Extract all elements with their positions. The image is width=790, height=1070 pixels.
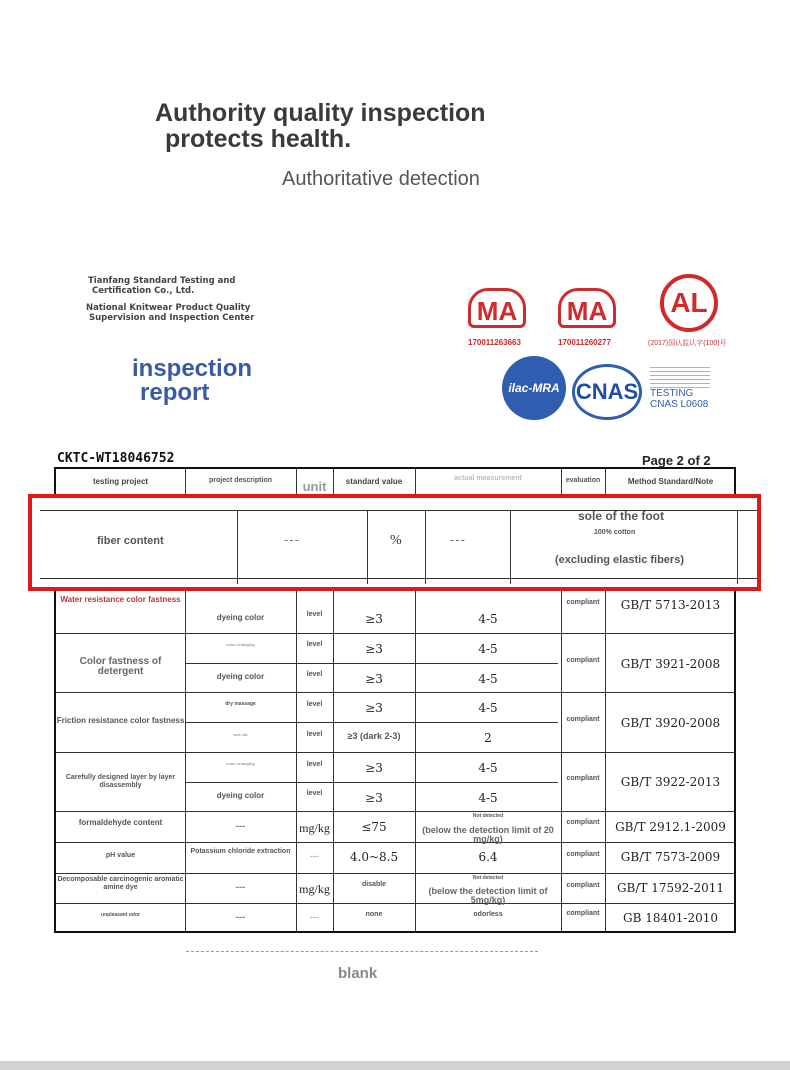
row-formaldehyde-desc: --- (235, 821, 246, 832)
ma-code-2: 170011260277 (558, 338, 611, 347)
ma-code-1: 170011263663 (468, 338, 521, 347)
row-detergent-eval: compliant (566, 657, 600, 664)
org-tianfang (88, 276, 236, 296)
row-water-unit: level (306, 611, 323, 618)
row-water-desc: dyeing color (216, 613, 265, 622)
row-formaldehyde-std: ≤75 (361, 820, 387, 834)
report-title (132, 357, 252, 405)
row-layer-method: GB/T 3922-2013 (620, 775, 721, 789)
row-friction-desc1: dry massage (225, 701, 256, 707)
row-ph-item: pH value (105, 852, 136, 859)
fiber-content-label: fiber content (97, 535, 164, 547)
row-layer-unit1: level (306, 761, 323, 768)
row-odor-unit: --- (310, 912, 319, 922)
row-friction-desc2: wet rub (233, 732, 248, 737)
row-friction-item: Friction resistance color fastness (56, 716, 185, 725)
header-actual: actual measurement (454, 475, 522, 482)
ma-logo-2 (558, 288, 620, 334)
row-ph-method: GB/T 7573-2009 (620, 850, 721, 864)
row-odor-val: odorless (473, 911, 503, 918)
row-detergent-desc2: dyeing color (216, 672, 265, 681)
report-id: CKTC-WT18046752 (57, 451, 175, 466)
row-ph-desc: Potassium chloride extraction (190, 848, 291, 855)
row-formaldehyde-eval: compliant (566, 819, 600, 826)
row-layer-eval: compliant (566, 775, 600, 782)
bottom-bar (0, 1061, 790, 1070)
row-amine-eval: compliant (566, 882, 600, 889)
al-logo-icon: AL (660, 274, 718, 332)
fiber-content-standard: --- (450, 532, 466, 547)
row-layer-std1: ≥3 (365, 761, 383, 775)
blank-label: blank (338, 965, 378, 982)
row-friction-unit1: level (306, 701, 323, 708)
row-amine-unit: mg/kg (299, 882, 330, 896)
org2-line2: Supervision and Inspection Center (89, 313, 255, 323)
row-detergent-unit2: level (306, 671, 323, 678)
headline (155, 100, 486, 152)
row-layer-desc2: dyeing color (216, 791, 265, 800)
row-friction-std2: ≥3 (dark 2-3) (347, 731, 401, 741)
cnas-caption-code: CNAS L0608 (650, 399, 709, 410)
row-layer-val2: 4-5 (478, 791, 498, 805)
row-detergent-std1: ≥3 (365, 642, 383, 656)
subheadline: Authoritative detection (282, 168, 480, 190)
ma-logo-1 (468, 288, 530, 334)
row-layer-std2: ≥3 (365, 791, 383, 805)
fiber-content-result-line3: (excluding elastic fibers) (555, 554, 684, 566)
row-friction-std1: ≥3 (365, 701, 383, 715)
row-ph-std: 4.0~8.5 (349, 850, 399, 864)
row-detergent-std2: ≥3 (365, 672, 383, 686)
row-layer-unit2: level (306, 790, 323, 797)
header-description: project description (208, 477, 272, 484)
header-standard: standard value (345, 477, 403, 486)
row-friction-val2: 2 (484, 731, 492, 745)
row-water-method: GB/T 5713-2013 (620, 598, 721, 612)
org1-line1: Tianfang Standard Testing and (88, 276, 236, 286)
row-water-val: 4-5 (478, 612, 498, 626)
row-amine-std: disable (361, 881, 387, 888)
cnas-caption (650, 364, 710, 410)
org1-line2: Certification Co., Ltd. (92, 286, 195, 296)
ma-mark-icon: MA (468, 288, 526, 328)
row-friction-eval: compliant (566, 716, 600, 723)
highlight-fiber-content-row (28, 494, 761, 591)
row-ph-eval: compliant (566, 851, 600, 858)
fiber-content-result-line2: 100% cotton (594, 529, 636, 536)
row-odor-desc: --- (235, 912, 246, 923)
row-formaldehyde-method: GB/T 2912.1-2009 (615, 820, 726, 834)
row-friction-unit2: level (306, 731, 323, 738)
row-ph-val: 6.4 (478, 850, 498, 864)
row-layer-desc1: color changing (226, 761, 255, 766)
row-detergent-val1: 4-5 (478, 642, 498, 656)
row-detergent-unit1: level (306, 641, 323, 648)
row-detergent-val2: 4-5 (478, 672, 498, 686)
report-title-line2: report (140, 379, 210, 406)
row-detergent-desc1: color changing (226, 642, 255, 647)
fiber-content-result-line1: sole of the foot (578, 509, 664, 523)
header-evaluation: evaluation (565, 477, 601, 484)
headline-line1: Authority quality inspection (155, 99, 486, 127)
row-formaldehyde-val-head: Not detected (472, 813, 504, 819)
row-layer-val1: 4-5 (478, 761, 498, 775)
fiber-content-unit: % (390, 533, 402, 548)
row-amine-desc: --- (235, 882, 246, 893)
ilac-mra-logo-icon: ilac-MRA (502, 356, 566, 420)
header-unit: unit (302, 479, 327, 494)
row-odor-eval: compliant (566, 910, 600, 917)
row-water-eval: compliant (566, 599, 600, 606)
row-amine-item: Decomposable carcinogenic aromatic amine dye (57, 876, 184, 891)
ma-mark-icon: MA (558, 288, 616, 328)
row-water-std: ≥3 (365, 612, 383, 626)
row-ph-unit: --- (310, 851, 319, 861)
fiber-content-row (40, 510, 757, 579)
cnas-logo-icon: CNAS (572, 364, 642, 420)
row-friction-method: GB/T 3920-2008 (620, 716, 721, 730)
headline-line2: protects health. (165, 125, 352, 153)
row-amine-val-head: Not detected (472, 875, 504, 881)
row-layer-item: Carefully designed layer by layer disassembly (65, 774, 176, 789)
row-amine-method: GB/T 17592-2011 (616, 881, 725, 895)
row-amine-val: (below the detection limit of 5mg/kg) (428, 886, 548, 905)
cnas-caption-testing: TESTING (650, 388, 694, 399)
org-knitwear-center (86, 303, 254, 323)
fiber-content-description: --- (284, 532, 300, 547)
cnas-fineprint-icon (650, 364, 710, 388)
row-formaldehyde-unit: mg/kg (299, 821, 330, 835)
row-detergent-item: Color fastness of detergent (79, 656, 162, 677)
row-odor-std: none (365, 911, 383, 918)
row-formaldehyde-item: formaldehyde content (78, 818, 163, 827)
org2-line1: National Knitwear Product Quality (86, 303, 251, 313)
row-friction-val1: 4-5 (478, 701, 498, 715)
header-method: Method Standard/Note (627, 477, 714, 486)
row-odor-method: GB 18401-2010 (623, 911, 718, 925)
row-detergent-method: GB/T 3921-2008 (620, 657, 721, 671)
report-title-line1: inspection (132, 355, 253, 382)
row-water-item: Water resistance color fastness (60, 595, 181, 604)
al-caption: (2017)国认监认字(100)号 (648, 340, 727, 347)
row-formaldehyde-val: (below the detection limit of 20 mg/kg) (422, 825, 554, 844)
blank-divider (186, 951, 538, 953)
page-number: Page 2 of 2 (642, 453, 711, 468)
header-project: testing project (92, 477, 149, 486)
row-odor-item: unpleasant odor (101, 912, 140, 918)
